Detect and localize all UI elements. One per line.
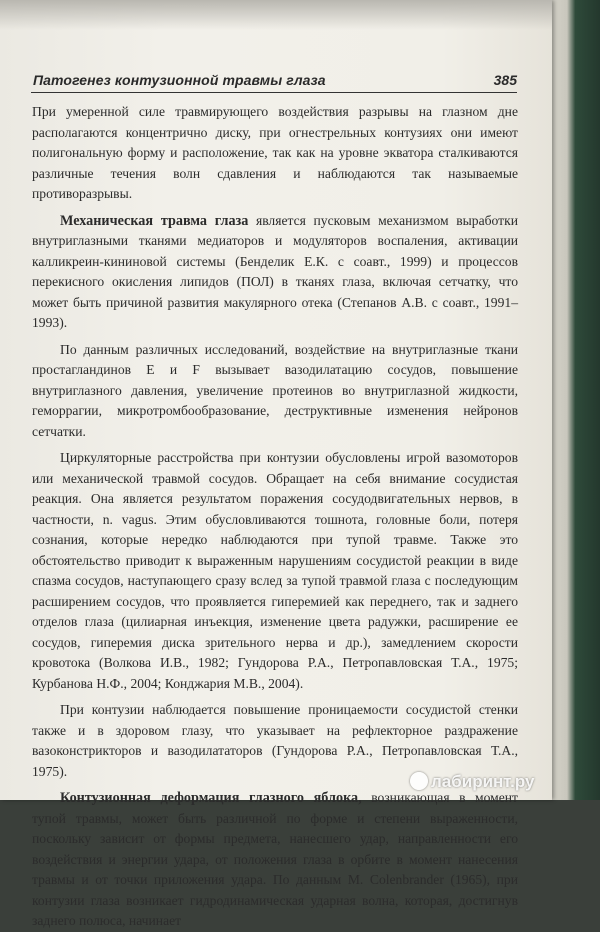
paragraph-lead: Механическая травма глаза xyxy=(60,212,249,229)
paragraph-4 xyxy=(32,448,518,694)
paragraph-5 xyxy=(32,700,518,782)
paragraph-text: является пусковым механизмом выработки внутриглазными тканями медиаторов и модуляторов воспаления, активации калликреин-кининовой системы (Бенделик Е.К. с соавт., 1999) и процессов перекисного окисления липидов (ПОЛ) в тканях глаза, включая сетчатку, что может быть причиной развития макулярного отека (Степанов А.В. с соавт., 1991–1993). xyxy=(32,212,518,330)
paragraph-2 xyxy=(32,211,518,334)
paragraph-3 xyxy=(32,340,518,443)
labirint-logo-icon xyxy=(410,772,428,790)
page-number: 385 xyxy=(493,72,517,88)
page-shadow xyxy=(0,0,552,30)
watermark-text: лабиринт.ру xyxy=(431,772,535,791)
paragraph-text: Циркуляторные расстройства при контузии обусловлены игрой вазомоторов или механической травмой сосудов. Обращает на себя внимание сосудистая реакция. Она является результатом поражения сосудодвигательных нервов, в частности, n. vagus. Этим обусловливаются тошнота, головные боли, потеря сознания, которые нередко наблюдаются при тупой травме. Также это обстоятельство приводит к выраженным нарушениям сосудистой реакции в виде спазма сосудов, наступающего сразу вслед за тупой травмой глаза с последующим расширением сосудов, что проявляется гиперемией как переднего, так и заднего отделов глаза (цилиарная инъекция, изменение цвета радужки, расширение ее сосудов, гиперемия диска зрительного нерва и др.), замедлением скорости кровотока (Волкова И.В., 1982; Гундорова Р.А., Петропавловская Т.А., 1975; Курбанова Н.Ф., 2004; Конджария М.В., 2004). xyxy=(32,450,518,691)
paragraph-lead: Контузионная деформация глазного яблока, xyxy=(60,790,362,806)
watermark xyxy=(410,772,534,792)
paragraph-6 xyxy=(32,788,518,932)
paragraph-text: По данным различных исследований, воздействие на внутриглазные ткани простагландинов Е и F вызывает вазодилатацию сосудов, повышение внутриглазного давления, увеличение протеинов во внутриглазной жидкости, геморрагии, микротромбообразование, деструктивные изменения нейронов сетчатки. xyxy=(32,341,518,439)
chapter-title: Патогенез контузионной травмы глаза xyxy=(33,72,326,88)
paragraph-text: При контузии наблюдается повышение проницаемости сосудистой стенки также и в здоровом глазу, что указывает на рефлекторное раздражение вазоконстрикторов и вазодилататоров (Гундорова Р.А., Петропавловская Т.А., 1975). xyxy=(32,702,518,779)
book-cover-edge xyxy=(545,0,600,800)
page-body xyxy=(32,102,518,932)
paragraph-text: При умеренной силе травмирующего воздействия разрывы на глазном дне располагаются концентрично диску, при огнестрельных контузиях они имеют полигональную форму и расположение, так как на уровне экватора сталкиваются различные течения волн сдавления и наблюдаются так называемые противоразрывы. xyxy=(32,104,518,201)
paragraph-text: возникающая в момент тупой травмы, может быть различной по форме и степени выраженности, поскольку зависит от формы предмета, нанесшего удар, направленности его воздействия и энергии удара, от положения глаза в орбите в момент нанесения травмы и от точки приложения удара. По данным M. Colenbrander (1965), при контузии глаза возникает гидродинамическая ударная волна, которая, достигнув заднего полюса, начинает xyxy=(32,790,518,928)
running-head xyxy=(31,70,517,93)
paragraph-1 xyxy=(32,102,518,205)
